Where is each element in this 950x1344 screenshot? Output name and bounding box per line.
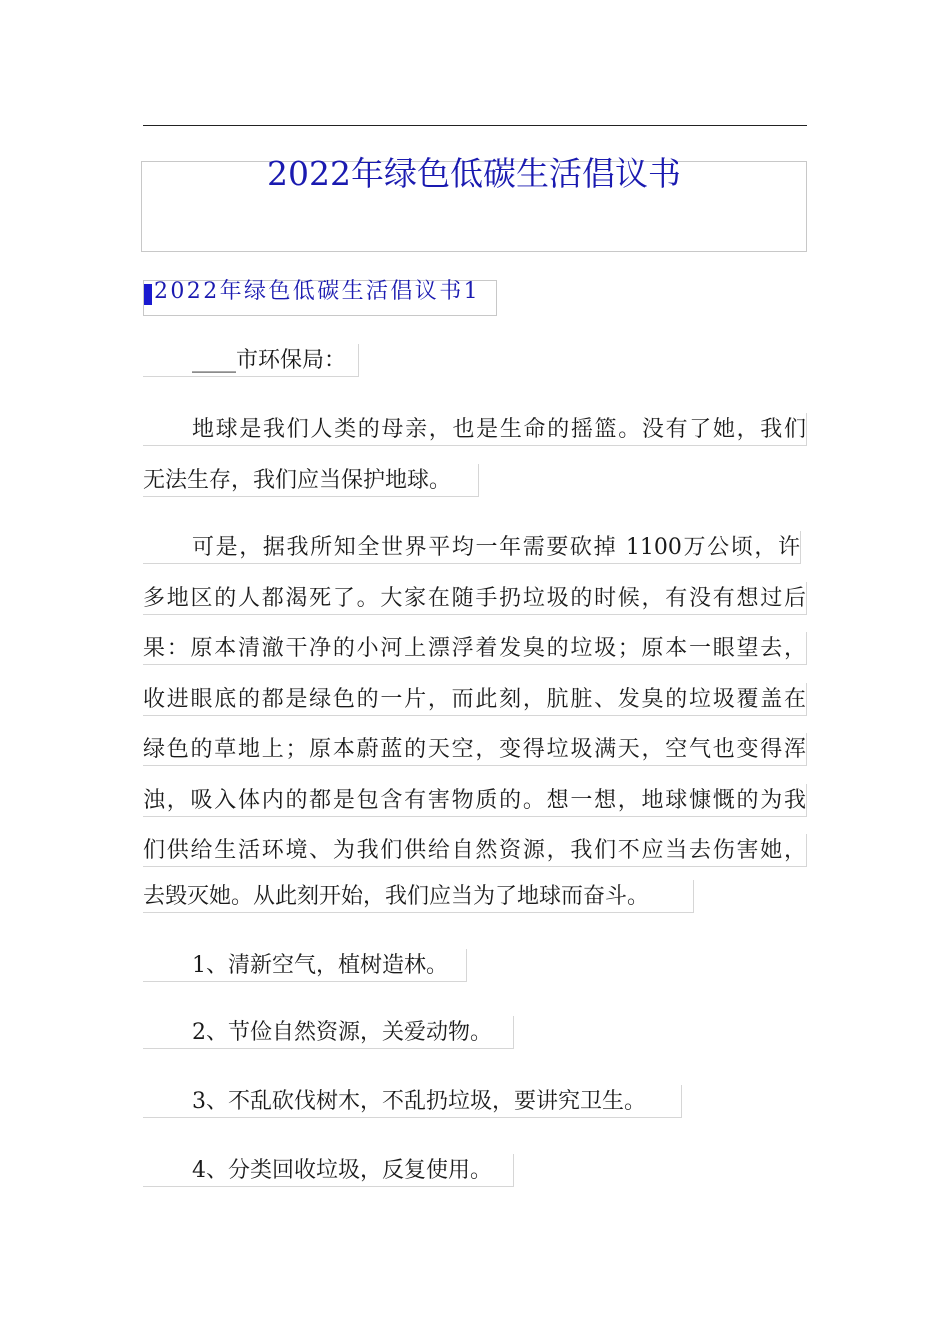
paragraph2-line6: 浊，吸入体内的都是包含有害物质的。想一想，地球慷慨的为我	[143, 784, 807, 817]
paragraph2-line1: 可是，据我所知全世界平均一年需要砍掉 1100万公顷，许	[143, 531, 801, 564]
proposal-item: 2、节俭自然资源，关爱动物。	[143, 1016, 514, 1049]
paragraph2-line4: 收进眼底的都是绿色的一片，而此刻，肮脏、发臭的垃圾覆盖在	[143, 683, 807, 716]
proposal-item: 4、分类回收垃圾，反复使用。	[143, 1154, 514, 1187]
paragraph1-line2: 无法生存，我们应当保护地球。	[143, 464, 479, 497]
document-title: 2022年绿色低碳生活倡议书	[267, 154, 681, 193]
paragraph2-line7: 们供给生活环境、为我们供给自然资源，我们不应当去伤害她，	[143, 834, 807, 867]
paragraph2-line3: 果：原本清澈干净的小河上漂浮着发臭的垃圾；原本一眼望去，	[143, 632, 807, 665]
salutation: ____市环保局：	[143, 344, 359, 377]
proposal-item: 3、不乱砍伐树木，不乱扔垃圾，要讲究卫生。	[143, 1085, 682, 1118]
section-heading: 2022年绿色低碳生活倡议书1	[154, 279, 480, 304]
paragraph1-line1: 地球是我们人类的母亲，也是生命的摇篮。没有了她，我们	[143, 413, 807, 446]
text-cursor-marker	[144, 284, 152, 305]
top-horizontal-rule	[143, 125, 807, 126]
paragraph2-line2: 多地区的人都渴死了。大家在随手扔垃圾的时候，有没有想过后	[143, 582, 807, 615]
paragraph2-line5: 绿色的草地上；原本蔚蓝的天空，变得垃圾满天，空气也变得浑	[143, 733, 807, 766]
paragraph2-line8: 去毁灭她。从此刻开始，我们应当为了地球而奋斗。	[143, 880, 694, 913]
proposal-item: 1、清新空气，植树造林。	[143, 949, 467, 982]
